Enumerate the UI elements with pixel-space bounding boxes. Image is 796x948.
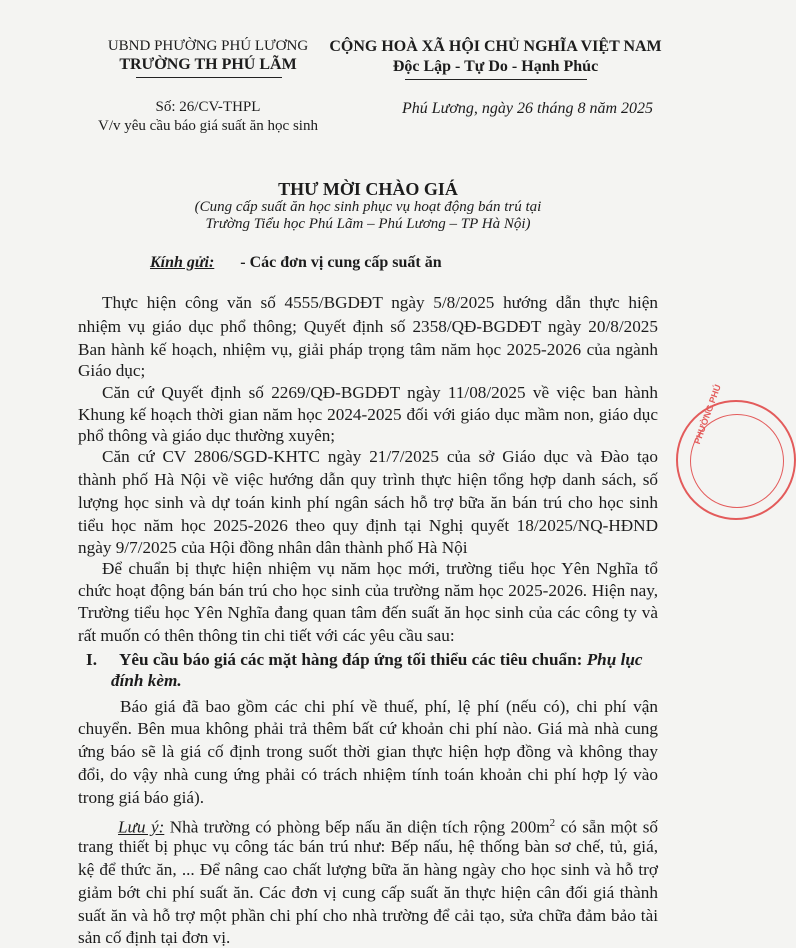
note-line-2: trang thiết bị phục vụ công tác bán trú như: Bếp nấu, hệ thống bàn sơ chế, tủ, giá, — [78, 837, 658, 856]
letter-subtitle-1: (Cung cấp suất ăn học sinh phục vụ hoạt động bán trú tại — [194, 199, 542, 215]
motto-underline — [405, 79, 587, 80]
org-underline — [136, 77, 282, 78]
p3-line-4: tiểu học năm học 2025-2026 theo quy định tại Nghị quyết 18/2025/NQ-HĐND — [78, 516, 658, 535]
p2-line-3: phổ thông và giáo dục thường xuyên; — [78, 426, 336, 445]
section-1-heading-line-2: đính kèm. — [111, 671, 182, 690]
section-1-heading-text: Yêu cầu báo giá các mặt hàng đáp ứng tối thiểu các tiêu chuẩn: — [118, 650, 587, 669]
p2-line-1: Căn cứ Quyết định số 2269/QĐ-BGDĐT ngày 11/08/2025 về việc ban hành — [102, 383, 658, 402]
p1-line-2: nhiệm vụ giáo dục phổ thông; Quyết định số 2358/QĐ-BGDĐT ngày 20/8/2025 — [78, 317, 658, 336]
note-line-6: sản cố định tại đơn vị. — [78, 928, 231, 947]
p3-line-2: thành phố Hà Nội về việc hướng dẫn quy trình thực hiện tổng hợp danh sách, số — [78, 470, 658, 489]
section-1-heading-appendix: Phụ lục — [586, 650, 643, 669]
org-name: TRƯỜNG TH PHÚ LÃM — [119, 56, 297, 73]
official-stamp-icon — [676, 383, 796, 520]
letter-subtitle-2: Trường Tiểu học Phú Lãm – Phú Lương – TP Hà Nội) — [205, 216, 531, 232]
p3-line-1: Căn cứ CV 2806/SGD-KHTC ngày 21/7/2025 của sở Giáo dục và Đào tạo — [102, 447, 658, 466]
nation-motto: Độc Lập - Tự Do - Hạnh Phúc — [392, 58, 599, 75]
section-1-heading — [86, 650, 658, 670]
p4-line-2: chức hoạt động bán bán trú cho học sinh của trường năm học 2025-2026. Hiện nay, — [78, 581, 658, 600]
p3-line-3: lượng học sinh và dự toán kinh phí ngân sách hỗ trợ bữa ăn bán trú cho học sinh — [78, 493, 658, 512]
doc-number: Số: 26/CV-THPL — [155, 99, 261, 115]
note-line-4: giảm bớt chi phí suất ăn. Các đơn vị cung cấp suất ăn thực hiện cân đối giá thành — [78, 883, 658, 902]
p5-line-2: chuyển. Bên mua không phải trả thêm bất cứ khoản chi phí nào. Giá mà nhà cung — [78, 719, 658, 738]
note-label: Lưu ý: — [118, 817, 165, 837]
p3-line-5: ngày 9/7/2025 của Hội đồng nhân dân thành phố Hà Nội — [78, 538, 468, 557]
p1-line-4: Giáo dục; — [78, 361, 146, 380]
note-line-5: suất ăn và hỗ trợ một phần chi phí cho nhà trường để cải tạo, sửa chữa đảm bảo tài — [78, 906, 658, 925]
recipient-label: Kính gửi: — [150, 254, 215, 271]
stamp-lettering: PHƯỜNG PHÚ — [692, 383, 723, 446]
org-parent: UBND PHƯỜNG PHÚ LƯƠNG — [107, 38, 309, 54]
section-1-number: I. — [86, 650, 97, 669]
p4-line-3: Trường tiểu học Yên Nghĩa đang quan tâm đến suất ăn học sinh của các công ty và — [78, 603, 658, 622]
note-line-1 — [118, 813, 658, 838]
note-superscript: 2 — [549, 817, 556, 829]
p2-line-2: Khung kế hoạch thời gian năm học 2024-2025 đối với giáo dục mầm non, giáo dục — [78, 405, 658, 424]
p4-line-4: rất muốn có thên thông tin chi tiết với các yêu cầu sau: — [78, 626, 455, 645]
p4-line-1: Để chuẩn bị thực hiện nhiệm vụ năm học mới, trường tiểu học Yên Nghĩa tổ — [102, 559, 658, 578]
p5-line-1: Báo giá đã bao gồm các chi phí về thuế, phí, lệ phí (nếu có), chi phí vận — [120, 697, 658, 716]
place-date: Phú Lương, ngày 26 tháng 8 năm 2025 — [401, 100, 653, 117]
note-line-1-end: có sẵn một số — [555, 817, 658, 837]
doc-subject: V/v yêu cầu báo giá suất ăn học sinh — [98, 118, 318, 134]
p5-line-3: ứng báo sẽ là giá cố định trong suốt thời gian thực hiện hợp đồng và không thay — [78, 742, 658, 761]
letter-title: THƯ MỜI CHÀO GIÁ — [278, 179, 458, 199]
recipient-row — [150, 254, 442, 272]
p5-line-5: trong giá báo giá). — [78, 788, 205, 807]
p1-line-1: Thực hiện công văn số 4555/BGDĐT ngày 5/8/2025 hướng dẫn thực hiện — [102, 293, 658, 312]
note-line-3: kệ để thức ăn, ... Để nâng cao chất lượng bữa ăn hàng ngày cho học sinh và hỗ trợ — [78, 860, 658, 879]
p1-line-3: Ban hành kế hoạch, nhiệm vụ, giải pháp trọng tâm năm học 2025-2026 của ngành — [78, 340, 658, 359]
nation-title: CỘNG HOÀ XÃ HỘI CHỦ NGHĨA VIỆT NAM — [329, 38, 662, 55]
recipient-value: - Các đơn vị cung cấp suất ăn — [240, 254, 442, 271]
p5-line-4: đổi, do vậy nhà cung ứng phải có trách nhiệm tính toán khoản chi phí hợp lý vào — [78, 765, 658, 784]
note-line-1-text: Nhà trường có phòng bếp nấu ăn diện tích rộng 200m — [164, 817, 550, 837]
